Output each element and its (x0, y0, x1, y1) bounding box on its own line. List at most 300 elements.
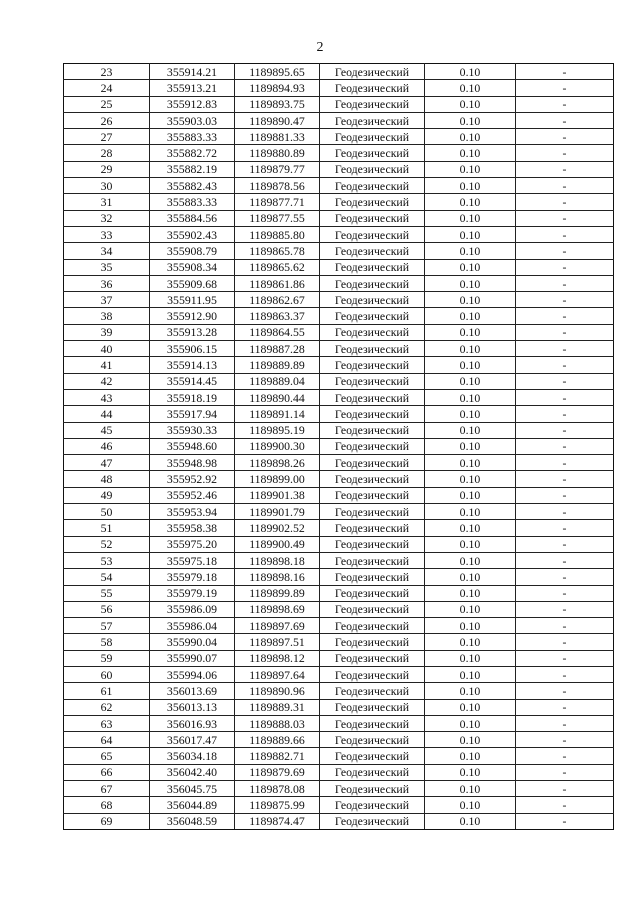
table-row (64, 569, 614, 585)
description-cell: - (516, 80, 614, 96)
y-coordinate-cell: 1189900.49 (235, 536, 320, 552)
y-coordinate-cell: 1189879.69 (235, 764, 320, 780)
description-cell: - (516, 536, 614, 552)
accuracy-cell: 0.10 (425, 455, 516, 471)
method-cell: Геодезический (320, 601, 425, 617)
method-cell: Геодезический (320, 64, 425, 80)
coordinates-table-body (64, 64, 614, 830)
accuracy-cell: 0.10 (425, 699, 516, 715)
table-row (64, 210, 614, 226)
accuracy-cell: 0.10 (425, 373, 516, 389)
accuracy-cell: 0.10 (425, 275, 516, 291)
accuracy-cell: 0.10 (425, 259, 516, 275)
method-cell: Геодезический (320, 178, 425, 194)
method-cell: Геодезический (320, 438, 425, 454)
coordinates-table (63, 63, 614, 830)
point-number-cell: 48 (64, 471, 150, 487)
table-row (64, 650, 614, 666)
table-row (64, 781, 614, 797)
accuracy-cell: 0.10 (425, 210, 516, 226)
point-number-cell: 38 (64, 308, 150, 324)
x-coordinate-cell: 355975.20 (150, 536, 235, 552)
table-row (64, 666, 614, 682)
table-row (64, 243, 614, 259)
accuracy-cell: 0.10 (425, 226, 516, 242)
point-number-cell: 54 (64, 569, 150, 585)
table-row (64, 80, 614, 96)
method-cell: Геодезический (320, 275, 425, 291)
table-row (64, 683, 614, 699)
method-cell: Геодезический (320, 781, 425, 797)
y-coordinate-cell: 1189890.47 (235, 112, 320, 128)
accuracy-cell: 0.10 (425, 292, 516, 308)
point-number-cell: 51 (64, 520, 150, 536)
method-cell: Геодезический (320, 732, 425, 748)
y-coordinate-cell: 1189899.00 (235, 471, 320, 487)
description-cell: - (516, 438, 614, 454)
method-cell: Геодезический (320, 683, 425, 699)
accuracy-cell: 0.10 (425, 471, 516, 487)
method-cell: Геодезический (320, 536, 425, 552)
point-number-cell: 30 (64, 178, 150, 194)
accuracy-cell: 0.10 (425, 732, 516, 748)
description-cell: - (516, 129, 614, 145)
x-coordinate-cell: 355990.04 (150, 634, 235, 650)
description-cell: - (516, 520, 614, 536)
table-row (64, 748, 614, 764)
method-cell: Геодезический (320, 292, 425, 308)
method-cell: Геодезический (320, 520, 425, 536)
x-coordinate-cell: 356013.13 (150, 699, 235, 715)
method-cell: Геодезический (320, 699, 425, 715)
accuracy-cell: 0.10 (425, 618, 516, 634)
point-number-cell: 52 (64, 536, 150, 552)
accuracy-cell: 0.10 (425, 585, 516, 601)
y-coordinate-cell: 1189879.77 (235, 161, 320, 177)
method-cell: Геодезический (320, 210, 425, 226)
table-row (64, 471, 614, 487)
table-row (64, 96, 614, 112)
point-number-cell: 59 (64, 650, 150, 666)
method-cell: Геодезический (320, 145, 425, 161)
accuracy-cell: 0.10 (425, 781, 516, 797)
accuracy-cell: 0.10 (425, 406, 516, 422)
x-coordinate-cell: 356048.59 (150, 813, 235, 829)
accuracy-cell: 0.10 (425, 634, 516, 650)
table-row (64, 601, 614, 617)
x-coordinate-cell: 356045.75 (150, 781, 235, 797)
y-coordinate-cell: 1189898.12 (235, 650, 320, 666)
point-number-cell: 32 (64, 210, 150, 226)
accuracy-cell: 0.10 (425, 112, 516, 128)
method-cell: Геодезический (320, 748, 425, 764)
y-coordinate-cell: 1189897.64 (235, 666, 320, 682)
point-number-cell: 46 (64, 438, 150, 454)
y-coordinate-cell: 1189889.89 (235, 357, 320, 373)
y-coordinate-cell: 1189882.71 (235, 748, 320, 764)
accuracy-cell: 0.10 (425, 520, 516, 536)
method-cell: Геодезический (320, 243, 425, 259)
accuracy-cell: 0.10 (425, 813, 516, 829)
description-cell: - (516, 585, 614, 601)
description-cell: - (516, 145, 614, 161)
accuracy-cell: 0.10 (425, 357, 516, 373)
x-coordinate-cell: 355914.45 (150, 373, 235, 389)
accuracy-cell: 0.10 (425, 129, 516, 145)
x-coordinate-cell: 355948.60 (150, 438, 235, 454)
y-coordinate-cell: 1189881.33 (235, 129, 320, 145)
y-coordinate-cell: 1189890.96 (235, 683, 320, 699)
y-coordinate-cell: 1189878.08 (235, 781, 320, 797)
x-coordinate-cell: 355953.94 (150, 504, 235, 520)
description-cell: - (516, 699, 614, 715)
method-cell: Геодезический (320, 226, 425, 242)
accuracy-cell: 0.10 (425, 650, 516, 666)
accuracy-cell: 0.10 (425, 161, 516, 177)
description-cell: - (516, 634, 614, 650)
method-cell: Геодезический (320, 715, 425, 731)
method-cell: Геодезический (320, 357, 425, 373)
description-cell: - (516, 259, 614, 275)
method-cell: Геодезический (320, 618, 425, 634)
table-row (64, 797, 614, 813)
table-row (64, 618, 614, 634)
point-number-cell: 40 (64, 341, 150, 357)
x-coordinate-cell: 355913.21 (150, 80, 235, 96)
table-row (64, 389, 614, 405)
y-coordinate-cell: 1189877.55 (235, 210, 320, 226)
table-row (64, 341, 614, 357)
y-coordinate-cell: 1189862.67 (235, 292, 320, 308)
y-coordinate-cell: 1189861.86 (235, 275, 320, 291)
table-row (64, 552, 614, 568)
y-coordinate-cell: 1189893.75 (235, 96, 320, 112)
method-cell: Геодезический (320, 112, 425, 128)
point-number-cell: 41 (64, 357, 150, 373)
x-coordinate-cell: 355914.21 (150, 64, 235, 80)
point-number-cell: 29 (64, 161, 150, 177)
accuracy-cell: 0.10 (425, 341, 516, 357)
description-cell: - (516, 389, 614, 405)
point-number-cell: 56 (64, 601, 150, 617)
x-coordinate-cell: 355884.56 (150, 210, 235, 226)
point-number-cell: 44 (64, 406, 150, 422)
method-cell: Геодезический (320, 406, 425, 422)
description-cell: - (516, 455, 614, 471)
table-row (64, 194, 614, 210)
method-cell: Геодезический (320, 422, 425, 438)
y-coordinate-cell: 1189895.65 (235, 64, 320, 80)
x-coordinate-cell: 355882.19 (150, 161, 235, 177)
y-coordinate-cell: 1189889.66 (235, 732, 320, 748)
y-coordinate-cell: 1189863.37 (235, 308, 320, 324)
table-row (64, 455, 614, 471)
x-coordinate-cell: 355958.38 (150, 520, 235, 536)
x-coordinate-cell: 356013.69 (150, 683, 235, 699)
point-number-cell: 49 (64, 487, 150, 503)
x-coordinate-cell: 355902.43 (150, 226, 235, 242)
x-coordinate-cell: 355912.83 (150, 96, 235, 112)
accuracy-cell: 0.10 (425, 715, 516, 731)
table-row (64, 813, 614, 829)
y-coordinate-cell: 1189875.99 (235, 797, 320, 813)
method-cell: Геодезический (320, 96, 425, 112)
accuracy-cell: 0.10 (425, 96, 516, 112)
description-cell: - (516, 341, 614, 357)
x-coordinate-cell: 355930.33 (150, 422, 235, 438)
y-coordinate-cell: 1189887.28 (235, 341, 320, 357)
y-coordinate-cell: 1189898.16 (235, 569, 320, 585)
method-cell: Геодезический (320, 666, 425, 682)
y-coordinate-cell: 1189885.80 (235, 226, 320, 242)
table-row (64, 178, 614, 194)
accuracy-cell: 0.10 (425, 324, 516, 340)
description-cell: - (516, 666, 614, 682)
x-coordinate-cell: 355990.07 (150, 650, 235, 666)
accuracy-cell: 0.10 (425, 552, 516, 568)
point-number-cell: 66 (64, 764, 150, 780)
point-number-cell: 33 (64, 226, 150, 242)
method-cell: Геодезический (320, 569, 425, 585)
description-cell: - (516, 161, 614, 177)
description-cell: - (516, 601, 614, 617)
point-number-cell: 58 (64, 634, 150, 650)
table-row (64, 129, 614, 145)
point-number-cell: 62 (64, 699, 150, 715)
point-number-cell: 47 (64, 455, 150, 471)
method-cell: Геодезический (320, 650, 425, 666)
y-coordinate-cell: 1189874.47 (235, 813, 320, 829)
x-coordinate-cell: 355913.28 (150, 324, 235, 340)
point-number-cell: 31 (64, 194, 150, 210)
x-coordinate-cell: 355912.90 (150, 308, 235, 324)
x-coordinate-cell: 355948.98 (150, 455, 235, 471)
x-coordinate-cell: 355917.94 (150, 406, 235, 422)
description-cell: - (516, 96, 614, 112)
table-row (64, 438, 614, 454)
y-coordinate-cell: 1189865.62 (235, 259, 320, 275)
table-row (64, 292, 614, 308)
point-number-cell: 43 (64, 389, 150, 405)
method-cell: Геодезический (320, 341, 425, 357)
table-row (64, 259, 614, 275)
y-coordinate-cell: 1189898.69 (235, 601, 320, 617)
method-cell: Геодезический (320, 259, 425, 275)
method-cell: Геодезический (320, 552, 425, 568)
table-row (64, 373, 614, 389)
method-cell: Геодезический (320, 585, 425, 601)
x-coordinate-cell: 355918.19 (150, 389, 235, 405)
table-row (64, 487, 614, 503)
table-row (64, 699, 614, 715)
point-number-cell: 39 (64, 324, 150, 340)
accuracy-cell: 0.10 (425, 80, 516, 96)
x-coordinate-cell: 355914.13 (150, 357, 235, 373)
point-number-cell: 26 (64, 112, 150, 128)
point-number-cell: 37 (64, 292, 150, 308)
y-coordinate-cell: 1189890.44 (235, 389, 320, 405)
y-coordinate-cell: 1189901.79 (235, 504, 320, 520)
table-row (64, 308, 614, 324)
y-coordinate-cell: 1189878.56 (235, 178, 320, 194)
x-coordinate-cell: 356034.18 (150, 748, 235, 764)
table-row (64, 161, 614, 177)
x-coordinate-cell: 355909.68 (150, 275, 235, 291)
table-row (64, 585, 614, 601)
x-coordinate-cell: 355994.06 (150, 666, 235, 682)
x-coordinate-cell: 355906.15 (150, 341, 235, 357)
y-coordinate-cell: 1189888.03 (235, 715, 320, 731)
accuracy-cell: 0.10 (425, 797, 516, 813)
x-coordinate-cell: 355979.19 (150, 585, 235, 601)
accuracy-cell: 0.10 (425, 748, 516, 764)
x-coordinate-cell: 355952.92 (150, 471, 235, 487)
method-cell: Геодезический (320, 373, 425, 389)
y-coordinate-cell: 1189891.14 (235, 406, 320, 422)
point-number-cell: 55 (64, 585, 150, 601)
method-cell: Геодезический (320, 455, 425, 471)
description-cell: - (516, 487, 614, 503)
x-coordinate-cell: 355975.18 (150, 552, 235, 568)
x-coordinate-cell: 355911.95 (150, 292, 235, 308)
accuracy-cell: 0.10 (425, 536, 516, 552)
point-number-cell: 60 (64, 666, 150, 682)
accuracy-cell: 0.10 (425, 389, 516, 405)
x-coordinate-cell: 355986.09 (150, 601, 235, 617)
description-cell: - (516, 422, 614, 438)
accuracy-cell: 0.10 (425, 683, 516, 699)
point-number-cell: 57 (64, 618, 150, 634)
method-cell: Геодезический (320, 324, 425, 340)
point-number-cell: 42 (64, 373, 150, 389)
y-coordinate-cell: 1189897.51 (235, 634, 320, 650)
y-coordinate-cell: 1189898.18 (235, 552, 320, 568)
page-number: 2 (316, 40, 324, 55)
point-number-cell: 50 (64, 504, 150, 520)
accuracy-cell: 0.10 (425, 504, 516, 520)
table-row (64, 324, 614, 340)
description-cell: - (516, 650, 614, 666)
method-cell: Геодезический (320, 471, 425, 487)
y-coordinate-cell: 1189865.78 (235, 243, 320, 259)
accuracy-cell: 0.10 (425, 764, 516, 780)
table-row (64, 226, 614, 242)
y-coordinate-cell: 1189901.38 (235, 487, 320, 503)
description-cell: - (516, 748, 614, 764)
point-number-cell: 27 (64, 129, 150, 145)
method-cell: Геодезический (320, 504, 425, 520)
y-coordinate-cell: 1189897.69 (235, 618, 320, 634)
description-cell: - (516, 552, 614, 568)
y-coordinate-cell: 1189877.71 (235, 194, 320, 210)
x-coordinate-cell: 355882.43 (150, 178, 235, 194)
table-row (64, 764, 614, 780)
table-row (64, 357, 614, 373)
method-cell: Геодезический (320, 161, 425, 177)
description-cell: - (516, 715, 614, 731)
x-coordinate-cell: 355883.33 (150, 194, 235, 210)
point-number-cell: 34 (64, 243, 150, 259)
accuracy-cell: 0.10 (425, 666, 516, 682)
accuracy-cell: 0.10 (425, 438, 516, 454)
point-number-cell: 65 (64, 748, 150, 764)
x-coordinate-cell: 356042.40 (150, 764, 235, 780)
method-cell: Геодезический (320, 308, 425, 324)
description-cell: - (516, 357, 614, 373)
table-row (64, 145, 614, 161)
y-coordinate-cell: 1189889.04 (235, 373, 320, 389)
table-row (64, 112, 614, 128)
description-cell: - (516, 243, 614, 259)
description-cell: - (516, 210, 614, 226)
table-row (64, 634, 614, 650)
description-cell: - (516, 373, 614, 389)
accuracy-cell: 0.10 (425, 194, 516, 210)
point-number-cell: 68 (64, 797, 150, 813)
x-coordinate-cell: 355908.34 (150, 259, 235, 275)
accuracy-cell: 0.10 (425, 422, 516, 438)
description-cell: - (516, 504, 614, 520)
description-cell: - (516, 813, 614, 829)
x-coordinate-cell: 355986.04 (150, 618, 235, 634)
description-cell: - (516, 683, 614, 699)
point-number-cell: 61 (64, 683, 150, 699)
x-coordinate-cell: 355952.46 (150, 487, 235, 503)
description-cell: - (516, 308, 614, 324)
method-cell: Геодезический (320, 764, 425, 780)
description-cell: - (516, 764, 614, 780)
x-coordinate-cell: 355882.72 (150, 145, 235, 161)
point-number-cell: 64 (64, 732, 150, 748)
table-row (64, 406, 614, 422)
description-cell: - (516, 226, 614, 242)
point-number-cell: 63 (64, 715, 150, 731)
description-cell: - (516, 471, 614, 487)
table-row (64, 520, 614, 536)
point-number-cell: 53 (64, 552, 150, 568)
description-cell: - (516, 732, 614, 748)
y-coordinate-cell: 1189900.30 (235, 438, 320, 454)
y-coordinate-cell: 1189894.93 (235, 80, 320, 96)
table-row (64, 536, 614, 552)
x-coordinate-cell: 355908.79 (150, 243, 235, 259)
point-number-cell: 24 (64, 80, 150, 96)
accuracy-cell: 0.10 (425, 145, 516, 161)
description-cell: - (516, 292, 614, 308)
x-coordinate-cell: 356016.93 (150, 715, 235, 731)
point-number-cell: 28 (64, 145, 150, 161)
accuracy-cell: 0.10 (425, 569, 516, 585)
y-coordinate-cell: 1189899.89 (235, 585, 320, 601)
description-cell: - (516, 569, 614, 585)
y-coordinate-cell: 1189902.52 (235, 520, 320, 536)
accuracy-cell: 0.10 (425, 64, 516, 80)
y-coordinate-cell: 1189898.26 (235, 455, 320, 471)
point-number-cell: 69 (64, 813, 150, 829)
description-cell: - (516, 781, 614, 797)
method-cell: Геодезический (320, 487, 425, 503)
x-coordinate-cell: 355903.03 (150, 112, 235, 128)
y-coordinate-cell: 1189889.31 (235, 699, 320, 715)
x-coordinate-cell: 355883.33 (150, 129, 235, 145)
table-row (64, 422, 614, 438)
point-number-cell: 35 (64, 259, 150, 275)
description-cell: - (516, 797, 614, 813)
method-cell: Геодезический (320, 80, 425, 96)
table-row (64, 504, 614, 520)
method-cell: Геодезический (320, 634, 425, 650)
description-cell: - (516, 112, 614, 128)
